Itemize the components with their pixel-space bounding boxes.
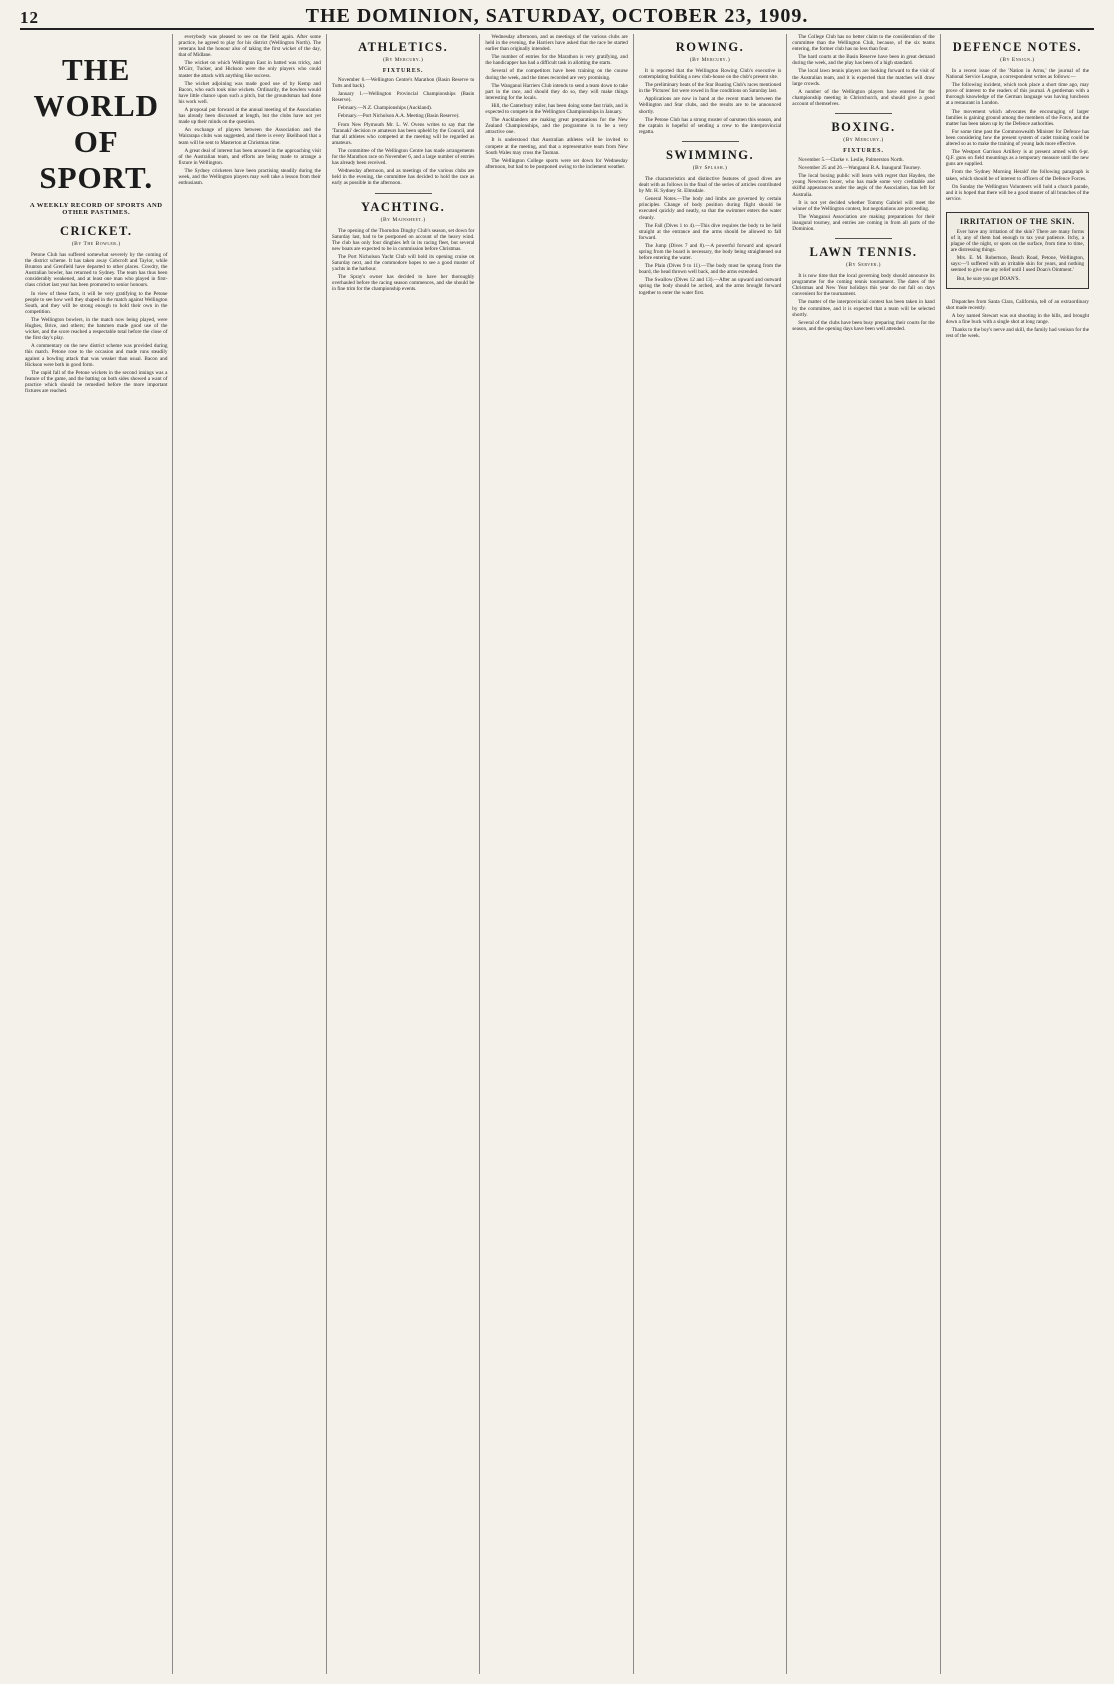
column-2 xyxy=(173,34,326,1674)
paragraph: Applications are now in hand at the recent match between the Wellington and Star clubs, and the results are to be announced shortly. xyxy=(638,96,782,115)
paragraph: Wednesday afternoon, and as meetings of the various clubs are held in the evening, the Harriers have asked that the race be started earlier than originally intended. xyxy=(485,34,628,53)
paragraph: The Petone Club has a strong muster of oarsmen this season, and the captain is hopeful of sending a crew to the interprovincial regatta. xyxy=(638,116,782,135)
paragraph: Dispatches from Santa Clara, California, tell of an extraordinary shot made recently. xyxy=(945,298,1090,311)
athletics-heading: ATHLETICS. xyxy=(358,40,449,54)
rowing-byline: (By Mercury.) xyxy=(689,57,731,63)
paragraph: In a recent issue of the 'Nation in Arms,' the journal of the National Service League, a correspondent writes as follows:— xyxy=(945,68,1090,81)
ad-paragraph: Mrs. E. M. Robertson, Beach Road, Petone, Wellington, says:—'I suffered with an irritable skin for years, and nothing seemed to give me any relief until I used Doan's Ointment.' xyxy=(950,255,1085,274)
paragraph: The following incident, which took place a short time ago, may prove of interest to the readers of this journal. A gentleman with a thorough knowledge of the German language was having luncheon at a restaurant in London. xyxy=(945,82,1090,107)
paragraph: A great deal of interest has been aroused in the approaching visit of the Australian team, and efforts are being made to arrange a fixture in Wellington. xyxy=(178,147,321,166)
fixture-item: February.—Port Nicholson A.A. Meeting (Basin Reserve). xyxy=(337,113,460,120)
column-6 xyxy=(787,34,940,1674)
paragraph: The rapid fall of the Petone wickets in the second innings was a feature of the game, and the batting on both sides showed a want of practice which should be remedied before the more important fixtures are reached. xyxy=(25,369,168,394)
paragraph: Thanks to the boy's nerve and skill, the family had venison for the rest of the week. xyxy=(945,327,1090,340)
paragraph: The wicket adjoining was made good use of by Kemp and Bacon, who each took nine wickets. Ordinarily, the bowlers would have little chance upon such a pitch, but the groundsman had done his work well. xyxy=(178,80,321,105)
defence-notes-heading: DEFENCE NOTES. xyxy=(952,40,1083,54)
paragraph: A boy named Stewart was out shooting in the hills, and brought down a fine buck with a single shot at long range. xyxy=(945,312,1090,325)
column-1 xyxy=(20,34,173,1674)
column-3 xyxy=(327,34,480,1674)
newspaper-title: THE DOMINION, SATURDAY, OCTOBER 23, 1909. xyxy=(305,5,809,27)
paragraph: The local boxing public will learn with regret that Hayden, the young Newtown boxer, who has made some very creditable and skilful appearances under the aegis of the Association, has left for Australia. xyxy=(792,173,935,198)
fixture-item: November 25 and 26.—Wanganui B.A. Inaugural Tourney. xyxy=(798,165,921,172)
swimming-heading: SWIMMING. xyxy=(665,147,755,162)
columns xyxy=(20,34,1094,1674)
divider xyxy=(835,238,892,239)
paragraph: everybody was pleased to see on the field again. After some practice, he agreed to play for his district (Wellington North). The veterans had the honour also of taking the first wicket of the day, that of Midlane. xyxy=(178,34,321,59)
ad-paragraph: Ever have any irritation of the skin? There are many forms of it, any of them bad enough to tax your patience. Itchy, a plague of the night, or spots on the surface, from time to time, are distressing things. xyxy=(950,228,1085,254)
defence-notes-byline: (By Ensign.) xyxy=(1000,57,1035,63)
paragraph: From New Plymouth Mr. L. W. Ovens writes to say that the 'Taranaki' decision re amateurs has been upheld by the Council, and that all athletes who competed at the meeting will be regarded as amateurs. xyxy=(331,121,475,146)
fixture-item: November 5.—Clarke v. Leslie, Palmerston North. xyxy=(798,157,904,164)
advertisement xyxy=(946,212,1089,289)
paragraph: The Spray's owner has decided to have her thoroughly overhauled before the racing season commences, and she should be in fine trim for the championship events. xyxy=(331,274,475,293)
paragraph: The characteristics and distinctive features of good dives are dealt with as follows in the final of the series of articles contributed by Mr. H. Sydney St. Elmsdale. xyxy=(638,175,782,195)
paragraph: The hard courts at the Basin Reserve have been in great demand during the week, and the play has been of a high standard. xyxy=(792,54,935,67)
section-subtitle: A WEEKLY RECORD OF SPORTS AND OTHER PASTIMES. xyxy=(29,202,163,216)
fixture-item: February.—N.Z. Championships (Auckland). xyxy=(337,105,433,112)
paragraph: The Aucklanders are making great preparations for the New Zealand Championships, and the programme is to be a very attractive one. xyxy=(485,117,628,136)
paragraph: The Wellington College sports were set down for Wednesday afternoon, but had to be postponed owing to the inclement weather. xyxy=(485,157,628,170)
paragraph: A number of the Wellington players have entered for the championship meeting in Christchurch, and should give a good account of themselves. xyxy=(792,88,935,107)
column-4 xyxy=(480,34,633,1674)
cricket-heading: CRICKET. xyxy=(59,224,133,238)
paragraph: The Wanganui Association are making preparations for their inaugural tourney, and entries are coming in from all parts of the Dominion. xyxy=(792,213,935,232)
paragraph: The Westport Garrison Artillery is at present armed with 6-pr. Q.F. guns on field mountings as a temporary measure until the new guns are supplied. xyxy=(945,149,1090,168)
paragraph: General Notes.—The body and limbs are governed by certain principles. Change of body position during flight should be executed quickly and neatly, so that the swimmer enters the water cleanly. xyxy=(638,196,782,221)
fixtures-heading: FIXTURES. xyxy=(843,148,884,155)
paragraph: The movement which advocates the encouraging of larger families is gaining ground among the members of the Force, and the matter has been taken up by the Defence authorities. xyxy=(945,108,1090,127)
rowing-heading: ROWING. xyxy=(675,40,745,54)
paragraph: It is reported that the Wellington Rowing Club's executive is contemplating building a new club-house on the club's present site. xyxy=(638,68,782,81)
paragraph: The matter of the interprovincial contest has been taken in hand by the committee, and it is expected that a team will be selected shortly. xyxy=(792,299,935,318)
swimming-byline: (By Splash.) xyxy=(692,164,728,171)
fixture-item: November 6.—Wellington Centre's Marathon (Basin Reserve to Tutts and back). xyxy=(331,77,475,90)
paragraph: The Fall (Dives 1 to 4).—This dive requires the body to be held straight at the entrance and the arms should be allowed to fall forward. xyxy=(638,222,782,241)
paragraph: The Swallow (Dives 12 and 13).—After an upward and outward spring the body should be arched, and the arms brought forward together to enter the water first. xyxy=(638,277,782,296)
paragraph: The wicket on which Wellington East in batted was tricky, and M'Girr, Tucker, and Hickson were the only players who could master the attack with anything like success. xyxy=(178,60,321,79)
fixture-item: January 1.—Wellington Provincial Championships (Basin Reserve). xyxy=(331,91,475,104)
cricket-byline: (By The Bowler.) xyxy=(71,241,121,247)
paragraph: The Sydney cricketers have been practising steadily during the week, and the Wellington players may well take a lesson from their enthusiasm. xyxy=(178,167,321,187)
divider xyxy=(375,193,432,194)
column-5 xyxy=(634,34,787,1674)
yachting-byline: (By Mainsheet.) xyxy=(380,216,426,223)
paragraph: An exchange of players between the Association and the Wairarapa clubs was suggested, and there is every likelihood that a team will be sent to Masterton at Christmas time. xyxy=(178,127,321,146)
boxing-byline: (By Mercury.) xyxy=(843,137,884,144)
lawn-tennis-byline: (By Server.) xyxy=(846,262,881,269)
paragraph: The Plain (Dives 9 to 11).—The body must be sprung from the board, the head thrown well back, and the arms extended. xyxy=(638,263,782,276)
paragraph: Several of the clubs have been busy preparing their courts for the season, and the opening days have been well attended. xyxy=(792,319,935,332)
paragraph: The Wellington bowlers, in the match now being played, were Hughes, Brice, and others; the batsmen made good use of the wicket, and the score reached a respectable total before the close of the first day's play. xyxy=(25,316,168,342)
boxing-heading: BOXING. xyxy=(831,120,896,135)
divider xyxy=(682,141,739,142)
divider xyxy=(835,113,892,114)
ad-title: IRRITATION OF THE SKIN. xyxy=(959,216,1075,226)
paragraph: The local lawn tennis players are looking forward to the visit of the Australian team, and it is expected that the matches will draw large crowds. xyxy=(792,68,935,87)
paragraph: The Wanganui Harriers Club intends to send a team down to take part in the race, and should they do so, they will make things interesting for the locals. xyxy=(485,82,628,101)
paragraph: It is not yet decided whether Tommy Gabriel will meet the winner of the Wellington contest, but negotiations are proceeding. xyxy=(792,199,935,212)
paragraph: In view of these facts, it will be very gratifying to the Petone people to see how well they shaped in the match against Wellington South, and they will be strong enough to hold their own in the competition. xyxy=(25,290,168,315)
paragraph: The number of entries for the Marathon is very gratifying, and the handicapper has had a difficult task in allotting the starts. xyxy=(485,54,628,67)
paragraph: The Port Nicholson Yacht Club will hold its opening cruise on Saturday next, and the commodore hopes to see a good muster of yachts in the harbour. xyxy=(331,253,475,273)
paragraph: Petone Club has suffered somewhat severely by the coming of the district scheme. It has taken away Cobcroft and Taylor, while Brunton and Grenfield have departed to other places. Cowdry, the Australian bowler, has returned to Sydney. The team has thus been considerably weakened, and at least one man who played in first-class cricket last year has been promoted to senior honours. xyxy=(25,252,168,289)
paragraph: Hill, the Canterbury miler, has been doing some fast trials, and is expected to compete in the Wellington Championships in January. xyxy=(485,102,628,116)
paragraph: The opening of the Thorndon Dinghy Club's season, set down for Saturday last, had to be postponed on account of the heavy wind. The club has only four dinghies left in its racing fleet, but several new boats are expected to be in commission before Christmas. xyxy=(331,227,475,252)
paragraph: Several of the competitors have been training on the course during the week, and the times recorded are very promising. xyxy=(485,68,628,81)
paragraph: The Jump (Dives 7 and 8).—A powerful forward and upward spring from the board is necessary, the body being straightened out before entering the water. xyxy=(638,242,782,262)
paragraph: For some time past the Commonwealth Minister for Defence has been considering how the present system of cadet training could be altered so as to make the training of young lads more effective. xyxy=(945,128,1090,148)
paragraph: The committee of the Wellington Centre has made arrangements for the Marathon race on November 6, and a large number of entries has already been received. xyxy=(331,147,475,167)
paragraph: Wednesday afternoon, and as meetings of the various clubs are held in the evening, the committee has decided to hold the race as early as possible in the afternoon. xyxy=(331,168,475,187)
paragraph: A proposal put forward at the annual meeting of the Association has already been discussed at length, but the clubs have not yet made up their minds on the question. xyxy=(178,107,321,126)
section-title: THE WORLD OF SPORT. xyxy=(33,52,160,195)
paragraph: It is understood that Australian athletes will be invited to compete at the meeting, and that a representative team from New South Wales may cross the Tasman. xyxy=(485,137,628,156)
paragraph: On Sunday the Wellington Volunteers will hold a church parade, and it is hoped that there will be a good muster of all branches of the service. xyxy=(945,183,1090,202)
paragraph: From the 'Sydney Morning Herald' the following paragraph is taken, which should be of interest to officers of the Defence Forces. xyxy=(945,169,1090,182)
paragraph: A commentary on the new district scheme was provided during this match. Petone rose to the occasion and made runs steadily against a bowling attack that was weaker than usual. Bacon and Hickson were both in good form. xyxy=(25,343,168,368)
ad-paragraph: But, be sure you get DOAN'S. xyxy=(956,275,1020,282)
paragraph: The preliminary heats of the Star Boating Club's races mentioned in the 'Pictures' list were rowed in fine conditions on Saturday last. xyxy=(638,82,782,95)
page-number: 12 xyxy=(20,8,39,27)
column-7 xyxy=(941,34,1094,1674)
fixtures-heading: FIXTURES. xyxy=(382,68,424,74)
athletics-byline: (By Mercury.) xyxy=(382,57,424,63)
lawn-tennis-heading: LAWN TENNIS. xyxy=(809,245,918,260)
paragraph: The College Club has no better claim to the consideration of the committee than the Wellington Club, because, of the six teams entering, the former club has no less than four. xyxy=(792,34,935,53)
yachting-heading: YACHTING. xyxy=(361,199,446,214)
paragraph: It is now time that the local governing body should announce its programme for the coming tennis tournament. The dates of the Christmas and New Year holidays this year do not fall on days convenient for the tournament. xyxy=(792,273,935,298)
masthead xyxy=(20,6,1094,30)
